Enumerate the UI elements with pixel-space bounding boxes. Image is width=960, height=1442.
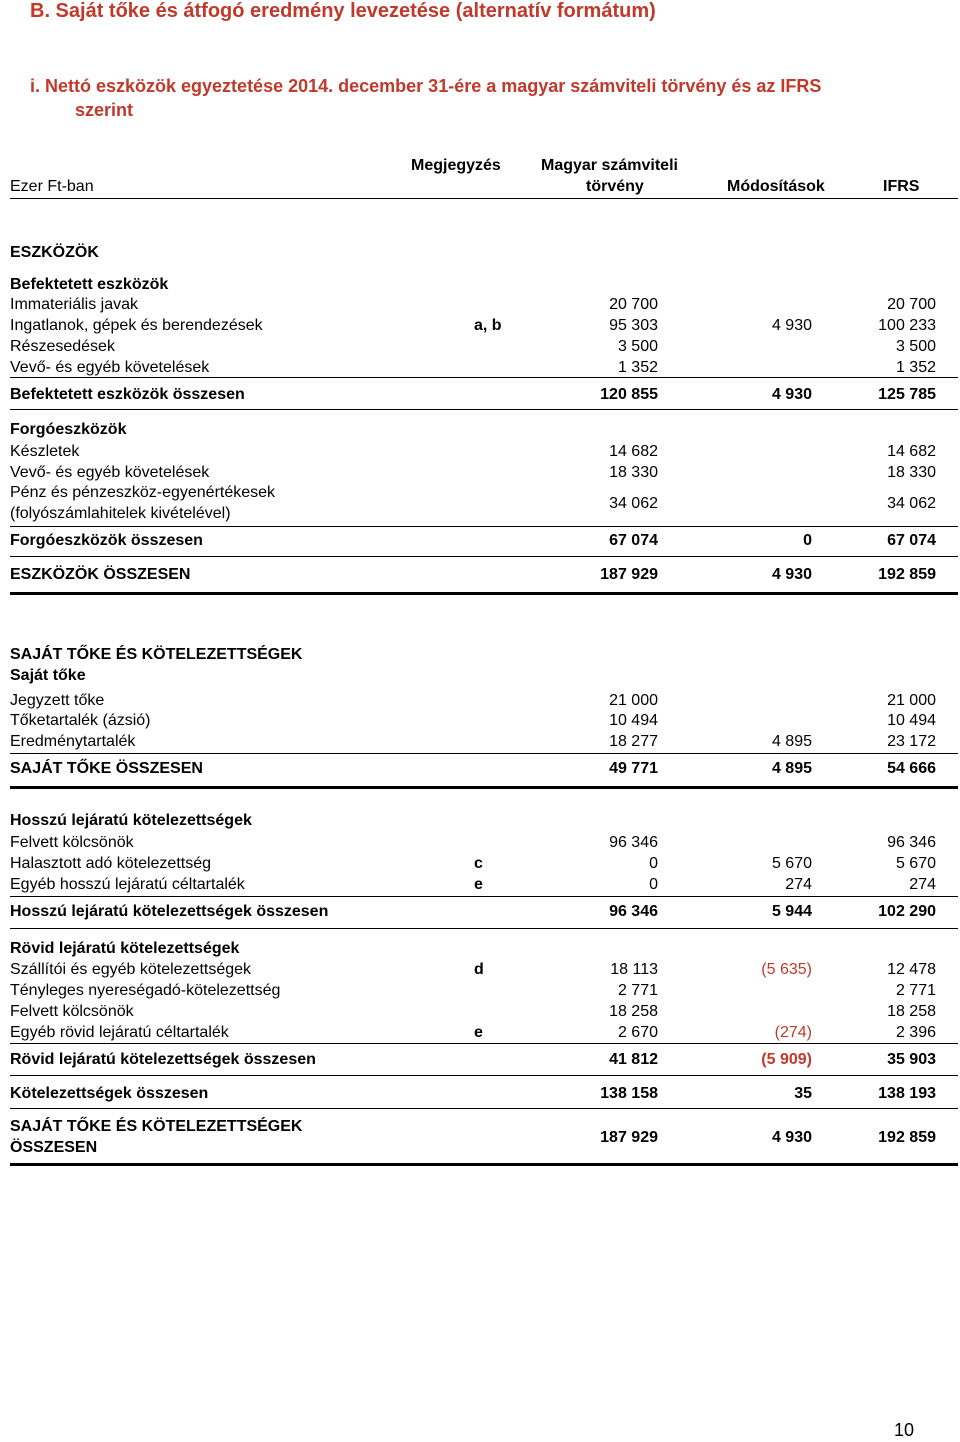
ifrs-value: 21 000 <box>887 692 936 709</box>
adjustment-value: 4 930 <box>771 317 812 334</box>
row-note: d <box>474 961 484 978</box>
adjustment-value: 4 930 <box>771 566 812 583</box>
adjustment-value: 4 930 <box>771 1129 812 1146</box>
ifrs-value: 192 859 <box>878 566 936 583</box>
ifrs-value: 12 478 <box>887 961 936 978</box>
rule-line <box>10 1075 958 1076</box>
note-header: Megjegyzés <box>411 157 501 174</box>
ifrs-value: 54 666 <box>887 760 936 777</box>
row-label: Befektetett eszközök összesen <box>10 386 245 403</box>
rule-line <box>10 556 958 557</box>
ifrs-header: IFRS <box>883 178 920 195</box>
ifrs-value: 102 290 <box>878 903 936 920</box>
row-label: SAJÁT TŐKE ÉS KÖTELEZETTSÉGEK <box>10 646 303 663</box>
row-label: Eredménytartalék <box>10 733 136 750</box>
hu-value: 41 812 <box>609 1051 658 1068</box>
ifrs-value: 1 352 <box>895 359 936 376</box>
row-label: SAJÁT TŐKE ÉS KÖTELEZETTSÉGEK <box>10 1118 303 1135</box>
section-title <box>30 74 821 122</box>
adjustment-value: 35 <box>794 1085 812 1102</box>
row-note: a, b <box>474 317 502 334</box>
row-label: Immateriális javak <box>10 296 139 313</box>
rule-line <box>10 409 958 410</box>
row-label: Vevő- és egyéb követelések <box>10 359 210 376</box>
row-note: e <box>474 1024 483 1041</box>
ifrs-value: 2 396 <box>895 1024 936 1041</box>
adjustment-value: 4 930 <box>771 386 812 403</box>
row-label: Rövid lejáratú kötelezettségek <box>10 940 240 957</box>
row-label: Befektetett eszközök <box>10 276 169 293</box>
row-label: Saját tőke <box>10 667 86 684</box>
rule-line <box>10 1108 958 1109</box>
hu-value: 0 <box>649 855 658 872</box>
ifrs-value: 18 258 <box>887 1003 936 1020</box>
row-label: Hosszú lejáratú kötelezettségek összesen <box>10 903 329 920</box>
header-divider <box>10 198 958 199</box>
section-title-line1: i. Nettó eszközök egyeztetése 2014. december 31-ére a magyar számviteli törvény és az IFRS <box>30 76 822 96</box>
row-label: Vevő- és egyéb követelések <box>10 464 210 481</box>
ifrs-value: 3 500 <box>895 338 936 355</box>
hu-value: 18 258 <box>609 1003 658 1020</box>
hu-value: 49 771 <box>609 760 658 777</box>
hu-value: 187 929 <box>600 1129 658 1146</box>
ifrs-value: 274 <box>909 876 936 893</box>
hu-value: 67 074 <box>609 532 658 549</box>
row-label-line2: ÖSSZESEN <box>10 1139 98 1156</box>
hu-header-line2: törvény <box>586 178 644 195</box>
ifrs-value: 34 062 <box>887 495 936 512</box>
hu-value: 3 500 <box>617 338 658 355</box>
row-label: Felvett kölcsönök <box>10 834 134 851</box>
total-rule <box>10 1163 958 1166</box>
ifrs-value: 192 859 <box>878 1129 936 1146</box>
hu-header-line1: Magyar számviteli <box>541 157 678 174</box>
page-number: 10 <box>893 1420 914 1440</box>
row-label: Egyéb rövid lejáratú céltartalék <box>10 1024 229 1041</box>
row-label: ESZKÖZÖK <box>10 244 99 261</box>
ifrs-value: 5 670 <box>895 855 936 872</box>
ifrs-value: 67 074 <box>887 532 936 549</box>
row-label: Halasztott adó kötelezettség <box>10 855 212 872</box>
row-label: Szállítói és egyéb kötelezettségek <box>10 961 252 978</box>
hu-value: 2 670 <box>617 1024 658 1041</box>
row-label-line2: (folyószámlahitelek kivételével) <box>10 505 231 522</box>
hu-value: 96 346 <box>609 834 658 851</box>
total-rule <box>10 592 958 595</box>
row-label: Kötelezettségek összesen <box>10 1085 209 1102</box>
row-label: Ingatlanok, gépek és berendezések <box>10 317 263 334</box>
hu-value: 95 303 <box>609 317 658 334</box>
hu-value: 21 000 <box>609 692 658 709</box>
ifrs-value: 2 771 <box>895 982 936 999</box>
adjustment-value: (5 909) <box>761 1051 812 1068</box>
row-label: ESZKÖZÖK ÖSSZESEN <box>10 566 191 583</box>
rule-line <box>10 526 958 527</box>
ifrs-value: 35 903 <box>887 1051 936 1068</box>
page-title: B. Saját tőke és átfogó eredmény levezetése (alternatív formátum) <box>30 0 656 22</box>
row-label: Pénz és pénzeszköz-egyenértékesek <box>10 484 276 501</box>
adjustment-value: 4 895 <box>771 760 812 777</box>
ifrs-value: 138 193 <box>878 1085 936 1102</box>
hu-value: 14 682 <box>609 443 658 460</box>
hu-value: 187 929 <box>600 566 658 583</box>
hu-value: 138 158 <box>600 1085 658 1102</box>
ifrs-value: 100 233 <box>878 317 936 334</box>
row-label: Készletek <box>10 443 80 460</box>
hu-value: 120 855 <box>600 386 658 403</box>
row-note: e <box>474 876 483 893</box>
total-rule <box>10 786 958 789</box>
hu-value: 34 062 <box>609 495 658 512</box>
row-label: Forgóeszközök <box>10 421 127 438</box>
ifrs-value: 14 682 <box>887 443 936 460</box>
ifrs-value: 23 172 <box>887 733 936 750</box>
row-label: Tényleges nyereségadó-kötelezettség <box>10 982 281 999</box>
row-label: Rövid lejáratú kötelezettségek összesen <box>10 1051 316 1068</box>
adjustment-value: 274 <box>785 876 812 893</box>
row-label: Felvett kölcsönök <box>10 1003 134 1020</box>
unit-header: Ezer Ft-ban <box>10 178 94 195</box>
hu-value: 2 771 <box>617 982 658 999</box>
adjustment-value: 5 670 <box>771 855 812 872</box>
adjustment-value: 5 944 <box>771 903 812 920</box>
hu-value: 18 330 <box>609 464 658 481</box>
hu-value: 0 <box>649 876 658 893</box>
hu-value: 18 277 <box>609 733 658 750</box>
rule-line <box>10 1043 958 1044</box>
row-label: SAJÁT TŐKE ÖSSZESEN <box>10 760 203 777</box>
rule-line <box>10 928 958 929</box>
row-label: Jegyzett tőke <box>10 692 105 709</box>
ifrs-value: 96 346 <box>887 834 936 851</box>
hu-value: 1 352 <box>617 359 658 376</box>
row-label: Részesedések <box>10 338 115 355</box>
row-label: Hosszú lejáratú kötelezettségek <box>10 812 252 829</box>
rule-line <box>10 377 958 378</box>
adjustment-value: (274) <box>774 1024 812 1041</box>
adjustment-value: 0 <box>803 532 812 549</box>
hu-value: 10 494 <box>609 712 658 729</box>
ifrs-value: 10 494 <box>887 712 936 729</box>
rule-line <box>10 896 958 897</box>
row-note: c <box>474 855 483 872</box>
hu-value: 96 346 <box>609 903 658 920</box>
row-label: Forgóeszközök összesen <box>10 532 203 549</box>
adj-header: Módosítások <box>727 178 825 195</box>
ifrs-value: 125 785 <box>878 386 936 403</box>
row-label: Tőketartalék (ázsió) <box>10 712 151 729</box>
adjustment-value: 4 895 <box>771 733 812 750</box>
hu-value: 18 113 <box>610 961 658 978</box>
row-label: Egyéb hosszú lejáratú céltartalék <box>10 876 245 893</box>
ifrs-value: 18 330 <box>887 464 936 481</box>
hu-value: 20 700 <box>609 296 658 313</box>
adjustment-value: (5 635) <box>761 961 812 978</box>
rule-line <box>10 753 958 754</box>
ifrs-value: 20 700 <box>887 296 936 313</box>
section-title-line2: szerint <box>75 100 134 120</box>
